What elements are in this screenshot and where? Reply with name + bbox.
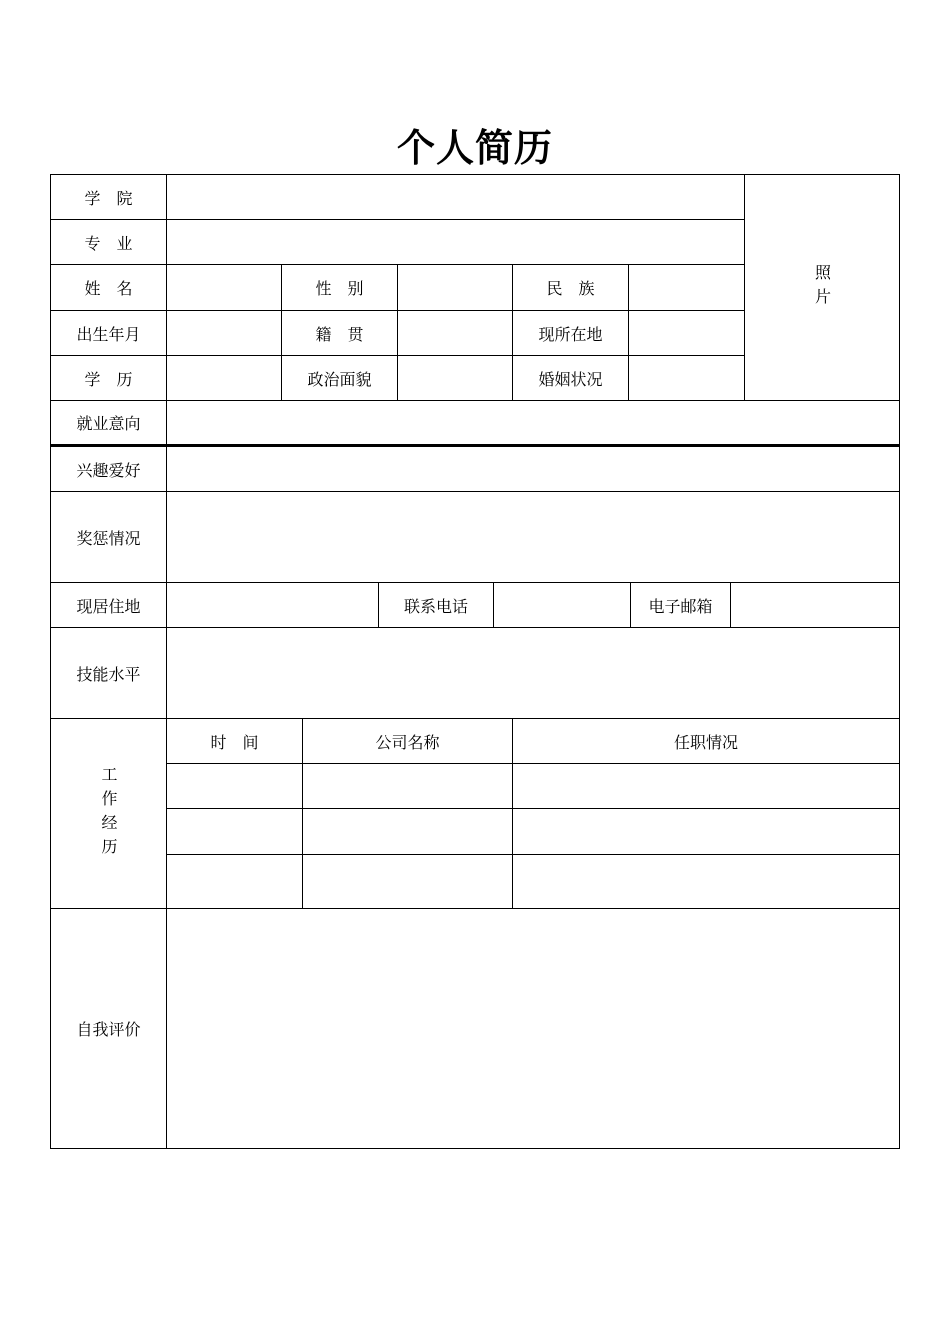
- ethnicity-field[interactable]: [628, 264, 744, 310]
- label-gender: 性 别: [281, 264, 397, 310]
- work-row-2-time[interactable]: [166, 808, 302, 854]
- label-major: 专 业: [50, 219, 166, 264]
- awards-field[interactable]: [166, 491, 900, 582]
- work-row-3-company[interactable]: [302, 854, 512, 908]
- email-field[interactable]: [730, 582, 900, 627]
- work-header-position: 任职情况: [512, 718, 900, 763]
- phone-field[interactable]: [493, 582, 630, 627]
- college-field[interactable]: [166, 174, 744, 219]
- hometown-field[interactable]: [397, 310, 512, 355]
- label-skills: 技能水平: [50, 627, 166, 718]
- page-title: 个人简历: [396, 125, 553, 170]
- work-row-1-time[interactable]: [166, 763, 302, 808]
- label-ethnicity: 民 族: [512, 264, 628, 310]
- work-row-3-time[interactable]: [166, 854, 302, 908]
- label-college: 学 院: [50, 174, 166, 219]
- major-field[interactable]: [166, 219, 744, 264]
- work-row-1-position[interactable]: [512, 763, 900, 808]
- label-hometown: 籍 贯: [281, 310, 397, 355]
- work-row-3-position[interactable]: [512, 854, 900, 908]
- birth-field[interactable]: [166, 310, 281, 355]
- work-header-time: 时 间: [166, 718, 302, 763]
- label-awards: 奖惩情况: [50, 491, 166, 582]
- work-row-2-company[interactable]: [302, 808, 512, 854]
- hobbies-field[interactable]: [166, 446, 900, 491]
- work-label-text: 工作经历: [99, 765, 118, 862]
- label-residence: 现居住地: [50, 582, 166, 627]
- label-intention: 就业意向: [50, 400, 166, 446]
- name-field[interactable]: [166, 264, 281, 310]
- label-name: 姓 名: [50, 264, 166, 310]
- label-marital: 婚姻状况: [512, 355, 628, 400]
- label-hobbies: 兴趣爱好: [50, 446, 166, 491]
- political-field[interactable]: [397, 355, 512, 400]
- photo-box[interactable]: [744, 174, 900, 400]
- label-political: 政治面貌: [281, 355, 397, 400]
- work-row-1-company[interactable]: [302, 763, 512, 808]
- label-self-eval: 自我评价: [50, 908, 166, 1149]
- intention-field[interactable]: [166, 400, 900, 446]
- marital-field[interactable]: [628, 355, 744, 400]
- location-field[interactable]: [628, 310, 744, 355]
- resume-form: [50, 174, 900, 1149]
- label-work: [50, 718, 166, 908]
- work-row-2-position[interactable]: [512, 808, 900, 854]
- education-field[interactable]: [166, 355, 281, 400]
- work-header-company: 公司名称: [302, 718, 512, 763]
- self-eval-field[interactable]: [166, 908, 900, 1149]
- skills-field[interactable]: [166, 627, 900, 718]
- label-photo: 照片: [812, 263, 832, 312]
- residence-field[interactable]: [166, 582, 378, 627]
- label-phone: 联系电话: [378, 582, 493, 627]
- label-location: 现所在地: [512, 310, 628, 355]
- label-birth: 出生年月: [50, 310, 166, 355]
- label-education: 学 历: [50, 355, 166, 400]
- gender-field[interactable]: [397, 264, 512, 310]
- label-email: 电子邮箱: [630, 582, 730, 627]
